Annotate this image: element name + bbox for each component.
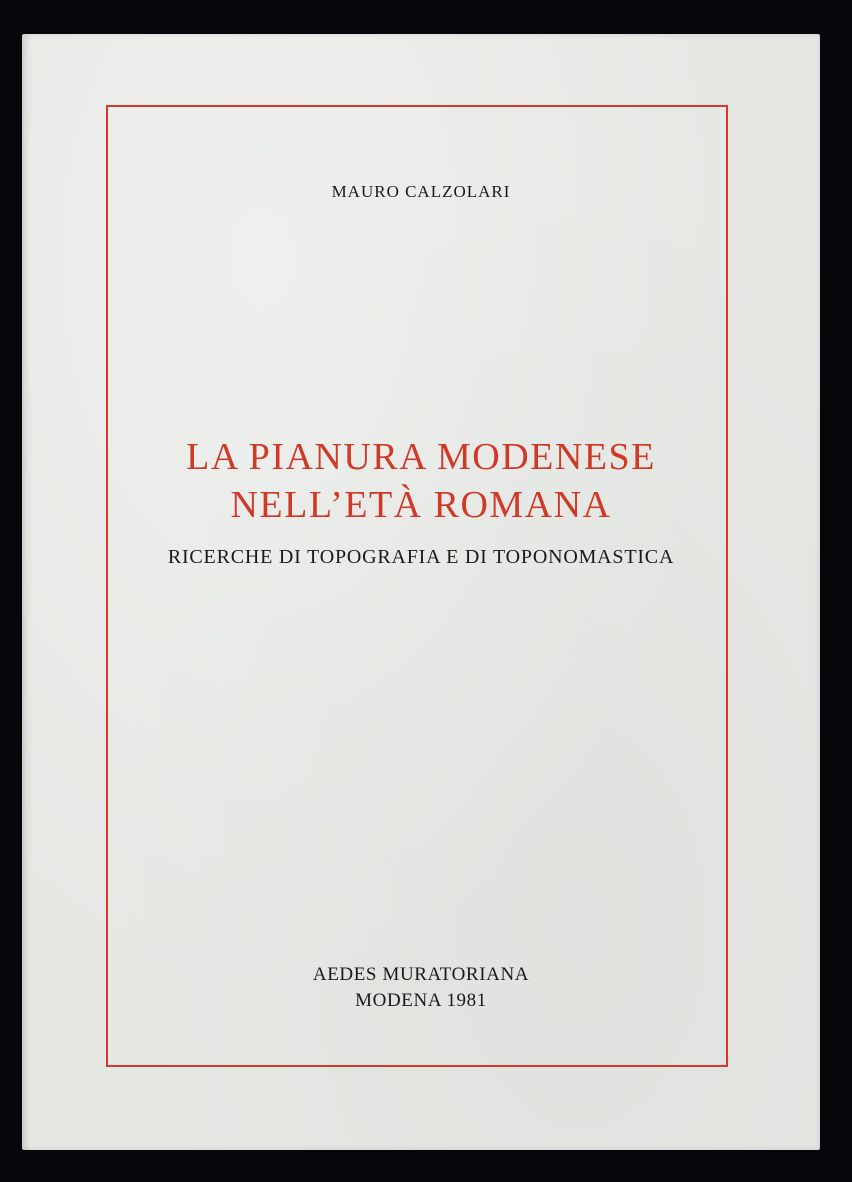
book-cover <box>22 34 820 1150</box>
publisher-name: AEDES MURATORIANA <box>312 964 530 985</box>
subtitle: RICERCHE DI TOPOGRAFIA E DI TOPONOMASTICA <box>167 546 675 568</box>
title-line-2: NELL’ETÀ ROMANA <box>230 484 612 526</box>
title-line-1: LA PIANURA MODENESE <box>186 436 656 478</box>
red-border-frame <box>106 105 728 1067</box>
author-name: MAURO CALZOLARI <box>331 182 511 201</box>
publication-place-year: MODENA 1981 <box>355 990 487 1011</box>
